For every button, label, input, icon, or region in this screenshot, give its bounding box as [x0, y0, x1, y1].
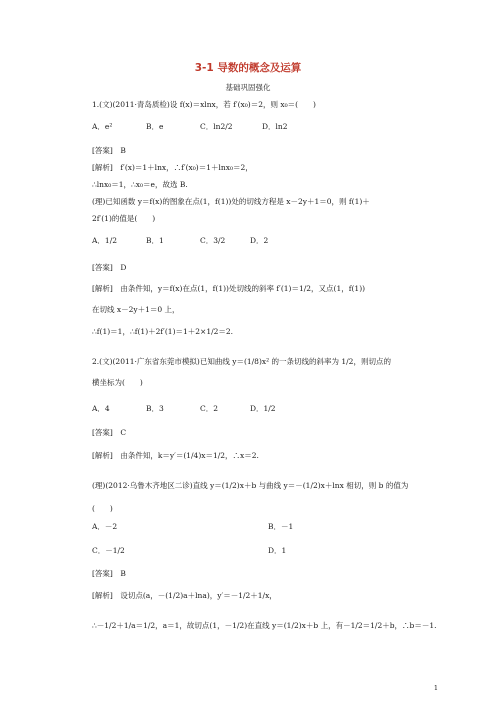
q1-answer: [答案] B [92, 146, 126, 155]
q1-option-a: A．e² [92, 122, 113, 131]
question-2b-stem-2: ( ) [92, 504, 113, 513]
q2b-solution-2: ∴－1/2＋1/a＝1/2，a＝1，故切点(1，－1/2)在直线 y＝(1/2)x＋b 上，有－1/2＝1/2＋b，∴b＝－1. [92, 621, 437, 630]
q1-option-c: C．ln2/2 [200, 122, 233, 131]
q2b-option-a: A．－2 [92, 522, 118, 531]
question-2-stem-2: 横坐标为( ) [92, 378, 143, 387]
q2b-option-c: C．－1/2 [92, 546, 125, 555]
q2b-option-d: D．1 [268, 546, 287, 555]
q1b-answer: [答案] D [92, 263, 127, 272]
q1b-option-b: B．1 [146, 236, 164, 245]
q1-option-b: B．e [146, 122, 164, 131]
q2-option-a: A．4 [92, 404, 110, 413]
q2b-answer: [答案] B [92, 569, 126, 578]
q1b-option-c: C．3/2 [200, 236, 226, 245]
q1b-solution-3: ∴f(1)＝1，∴f(1)＋2f′(1)＝1＋2×1/2＝2. [92, 327, 234, 336]
q2-option-b: B．3 [146, 404, 164, 413]
q2-option-d: D．1/2 [250, 404, 276, 413]
question-2-stem-1: 2.(文)(2011·广东省东莞市模拟)已知曲线 y＝(1/8)x² 的一条切线的斜率为 1/2，则切点的 [92, 357, 391, 366]
q2b-option-b: B．－1 [268, 522, 294, 531]
page-title: 3-1 导数的概念及运算 [194, 62, 302, 74]
question-1-stem: 1.(文)(2011·青岛质检)设 f(x)＝xlnx，若 f′(x₀)＝2，则 x₀＝( ) [92, 100, 316, 109]
q1b-option-a: A．1/2 [92, 236, 117, 245]
page-number: 1 [433, 684, 438, 692]
q1-option-d: D．ln2 [262, 122, 288, 131]
question-1b-stem-2: 2f′(1)的值是( ) [92, 214, 156, 223]
q2-solution: [解析] 由条件知，k＝y′＝(1/4)x＝1/2，∴x＝2. [92, 451, 259, 460]
q1b-option-d: D．2 [250, 236, 269, 245]
q1-solution-2: ∴lnx₀＝1，∴x₀＝e，故选 B. [92, 180, 188, 189]
section-subtitle: 基础巩固强化 [225, 83, 271, 92]
q2-option-c: C．2 [200, 404, 219, 413]
q1b-solution-2: 在切线 x－2y＋1＝0 上， [92, 305, 180, 314]
q1-solution-1: [解析] f′(x)＝1＋lnx，∴f′(x₀)＝1＋lnx₀＝2， [92, 163, 253, 172]
q2-answer: [答案] C [92, 428, 127, 437]
q1b-solution-1: [解析] 由条件知，y＝f(x)在点(1，f(1))处切线的斜率 f′(1)＝1/2，又点(1，f(1)) [92, 284, 366, 293]
q2b-solution-1: [解析] 设切点(a，－(1/2)a＋lna)，y′＝－1/2＋1/x， [92, 591, 277, 600]
question-2b-stem-1: (理)(2012·乌鲁木齐地区二诊)直线 y＝(1/2)x＋b 与曲线 y＝－(1/2)x＋lnx 相切，则 b 的值为 [92, 481, 409, 490]
question-1b-stem-1: (理)已知函数 y＝f(x)的图象在点(1，f(1))处的切线方程是 x－2y＋1＝0，则 f(1)＋ [92, 197, 370, 206]
